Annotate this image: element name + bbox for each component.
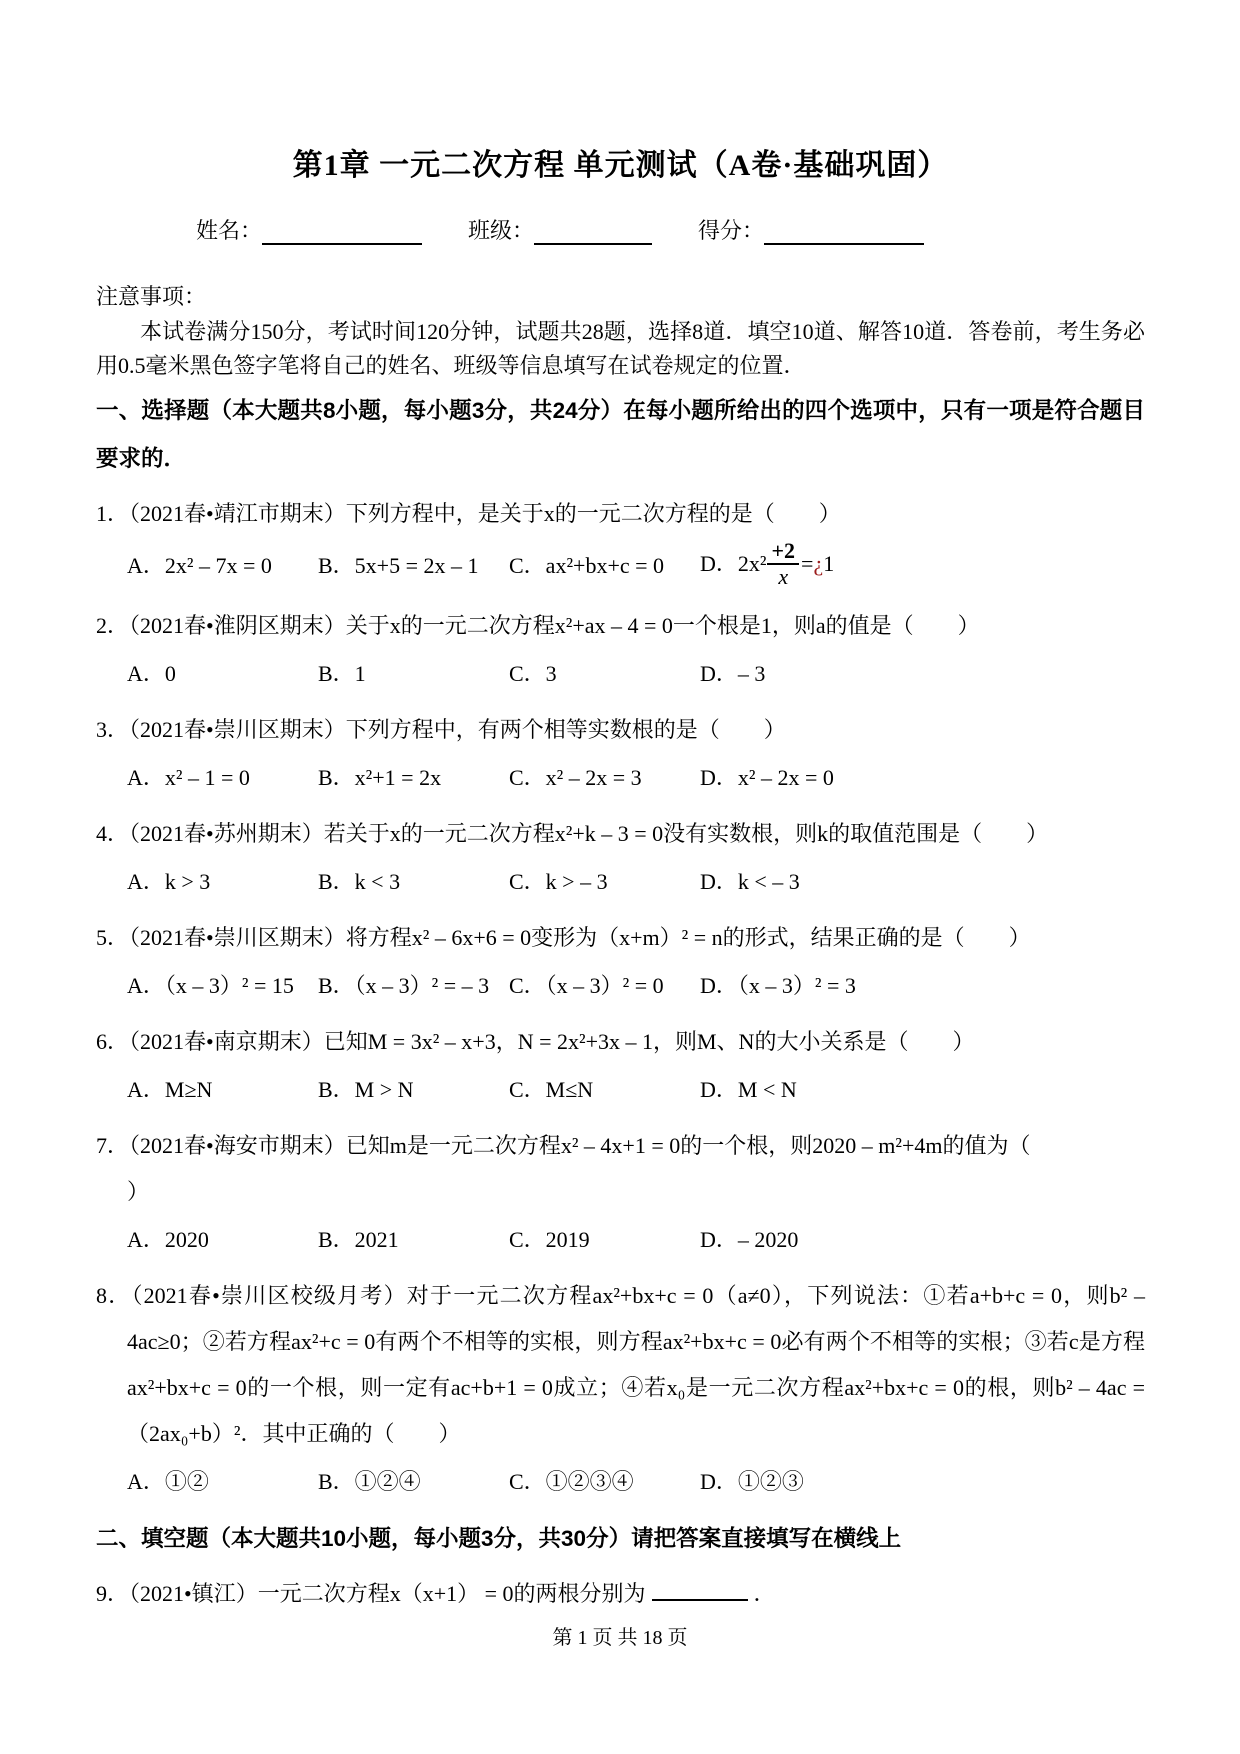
question-source: （2021春•靖江市期末） xyxy=(129,501,346,526)
question-7-options xyxy=(127,1217,1145,1263)
question-6-stem xyxy=(96,1019,1145,1065)
question-number: 1． xyxy=(96,501,130,526)
notice-heading: 注意事项： xyxy=(96,284,207,309)
option-b: B．①②④ xyxy=(318,1469,421,1495)
option-d: D．x² – 2x = 0 xyxy=(700,765,834,791)
question-8 xyxy=(96,1273,1145,1505)
option-d-rhs: 1 xyxy=(823,551,835,577)
question-7 xyxy=(96,1123,1145,1263)
fraction-denominator: x xyxy=(778,564,789,590)
question-9 xyxy=(96,1571,1145,1617)
option-b: B．M > N xyxy=(318,1077,414,1103)
option-d: D．①②③ xyxy=(700,1469,804,1495)
option-a: A．（x – 3）² = 15 xyxy=(127,973,294,999)
name-label: 姓名： xyxy=(196,218,263,243)
option-a: A．0 xyxy=(127,661,176,687)
page-footer: 第 1 页 共 18 页 xyxy=(552,1627,688,1649)
option-d-artifact: ¿ xyxy=(813,551,824,577)
option-d: D．（x – 3）² = 3 xyxy=(700,973,856,999)
question-6-options xyxy=(127,1067,1145,1113)
option-d: D．k < – 3 xyxy=(700,869,800,895)
score-label: 得分： xyxy=(698,218,765,243)
question-4-stem xyxy=(96,811,1145,857)
question-5-stem xyxy=(96,915,1145,961)
question-1 xyxy=(96,491,1145,593)
question-8-options xyxy=(127,1459,1145,1505)
option-c: C．k > – 3 xyxy=(509,869,608,895)
answer-blank xyxy=(652,1575,748,1601)
option-b: B．2021 xyxy=(318,1227,399,1253)
fraction-numerator: +2 xyxy=(767,539,799,565)
option-b: B．x²+1 = 2x xyxy=(318,765,442,791)
question-5-options xyxy=(127,963,1145,1009)
option-d-prefix: D．2x² xyxy=(700,551,767,577)
question-number: 5． xyxy=(96,925,130,951)
option-d-equals: = xyxy=(801,551,814,577)
question-text: 已知M = 3x² – x+3，N = 2x²+3x – 1，则M、N的大小关系是（ ） xyxy=(323,1029,975,1055)
question-source: （2021•镇江） xyxy=(129,1581,258,1607)
option-b: B．5x+5 = 2x – 1 xyxy=(318,553,479,579)
option-a: A．M≥N xyxy=(127,1077,213,1103)
question-2 xyxy=(96,603,1145,697)
question-number: 2． xyxy=(96,613,130,639)
question-number: 6． xyxy=(96,1029,130,1055)
score-blank xyxy=(764,219,924,245)
question-number: 8． xyxy=(96,1283,132,1309)
question-number: 9． xyxy=(96,1581,130,1607)
question-1-stem xyxy=(96,491,1145,537)
question-text: 下列方程中，是关于x的一元二次方程的是（ ） xyxy=(345,501,841,526)
section2-heading: 二、填空题（本大题共10小题，每小题3分，共30分）请把答案直接填写在横线上 xyxy=(96,1526,902,1552)
question-source: （2021春•南京期末） xyxy=(129,1029,324,1055)
question-text: 将方程x² – 6x+6 = 0变形为（x+m）² = n的形式，结果正确的是（ ） xyxy=(345,925,1031,951)
option-c: C．（x – 3）² = 0 xyxy=(509,973,664,999)
option-a: A．2020 xyxy=(127,1227,209,1253)
question-source: （2021春•崇川区期末） xyxy=(129,925,346,951)
question-2-options xyxy=(127,651,1145,697)
question-source: （2021春•淮阴区期末） xyxy=(129,613,346,639)
option-a: A．k > 3 xyxy=(127,869,211,895)
option-c: C．3 xyxy=(509,661,557,687)
question-text-end: ． xyxy=(753,1581,776,1607)
question-number: 4． xyxy=(96,821,130,847)
question-number: 7． xyxy=(96,1133,130,1159)
class-label: 班级： xyxy=(468,218,535,243)
section1-heading: 一、选择题（本大题共8小题，每小题3分，共24分）在每小题所给出的四个选项中，只有一项是符合题目要求的． xyxy=(96,398,1145,471)
question-text: 一元二次方程x（x+1） = 0的两根分别为 xyxy=(257,1581,646,1607)
option-b: B．1 xyxy=(318,661,366,687)
name-blank xyxy=(262,219,422,245)
question-3 xyxy=(96,707,1145,801)
question-source: （2021春•崇川区期末） xyxy=(129,717,346,743)
question-4-options xyxy=(127,859,1145,905)
question-text: 下列方程中，有两个相等实数根的是（ ） xyxy=(345,717,786,743)
class-blank xyxy=(534,219,652,245)
option-d: D．– 2020 xyxy=(700,1227,799,1253)
option-d: D．– 3 xyxy=(700,661,766,687)
option-b: B．（x – 3）² = – 3 xyxy=(318,973,490,999)
question-source: （2021春•崇川区校级月考） xyxy=(131,1283,407,1309)
question-source: （2021春•苏州期末） xyxy=(129,821,324,847)
option-c: C．M≤N xyxy=(509,1077,594,1103)
question-1-options xyxy=(127,539,1145,593)
option-a: A．2x² – 7x = 0 xyxy=(127,553,272,579)
option-d xyxy=(700,539,834,593)
question-3-stem xyxy=(96,707,1145,753)
question-5 xyxy=(96,915,1145,1009)
question-8-stem xyxy=(96,1273,1145,1457)
question-text: 关于x的一元二次方程x²+ax – 4 = 0一个根是1，则a的值是（ ） xyxy=(345,613,980,639)
question-text: 已知m是一元二次方程x² – 4x+1 = 0的一个根，则2020 – m²+4m的值为（ xyxy=(345,1133,1031,1159)
page-title: 第1章 一元二次方程 单元测试（A卷·基础巩固） xyxy=(292,149,949,182)
option-c: C．2019 xyxy=(509,1227,590,1253)
option-c: C．ax²+bx+c = 0 xyxy=(509,553,665,579)
option-c: C．①②③④ xyxy=(509,1469,634,1495)
question-3-options xyxy=(127,755,1145,801)
question-text: 对于一元二次方程ax²+bx+c = 0（a≠0），下列说法：①若a+b+c = 0，则b² – 4ac≥0；②若方程ax²+c = 0有两个不相等的实根，则方程ax²+bx+c = 0必有两个不相等的实根；③若c是方程ax²+bx+c = 0的一个根，则一定有ac+b+1 = 0成立；④若x₀是一元二次方程ax²+bx+c = 0的根，则b² – 4ac = （2ax₀+b）²．其中正确的（ ） xyxy=(127,1283,1145,1447)
class-field xyxy=(468,214,652,245)
name-field xyxy=(196,214,422,245)
question-source: （2021春•海安市期末） xyxy=(129,1133,346,1159)
option-c: C．x² – 2x = 3 xyxy=(509,765,642,791)
question-text: 若关于x的一元二次方程x²+k – 3 = 0没有实数根，则k的取值范围是（ ） xyxy=(323,821,1049,847)
option-a: A．①② xyxy=(127,1469,209,1495)
option-b: B．k < 3 xyxy=(318,869,401,895)
question-7-stem xyxy=(96,1123,1145,1169)
notice-body: 本试卷满分150分，考试时间120分钟，试题共28题，选择8道．填空10道、解答10道．答卷前，考生务必用0.5毫米黑色签字笔将自己的姓名、班级等信息填写在试卷规定的位置． xyxy=(96,319,1145,378)
student-info-line xyxy=(196,214,1145,245)
question-number: 3． xyxy=(96,717,130,743)
question-7-stem-continuation: ） xyxy=(127,1179,150,1205)
question-4 xyxy=(96,811,1145,905)
question-2-stem xyxy=(96,603,1145,649)
question-6 xyxy=(96,1019,1145,1113)
option-a: A．x² – 1 = 0 xyxy=(127,765,250,791)
option-d: D．M < N xyxy=(700,1077,797,1103)
fraction xyxy=(767,539,799,589)
score-field xyxy=(698,214,924,245)
